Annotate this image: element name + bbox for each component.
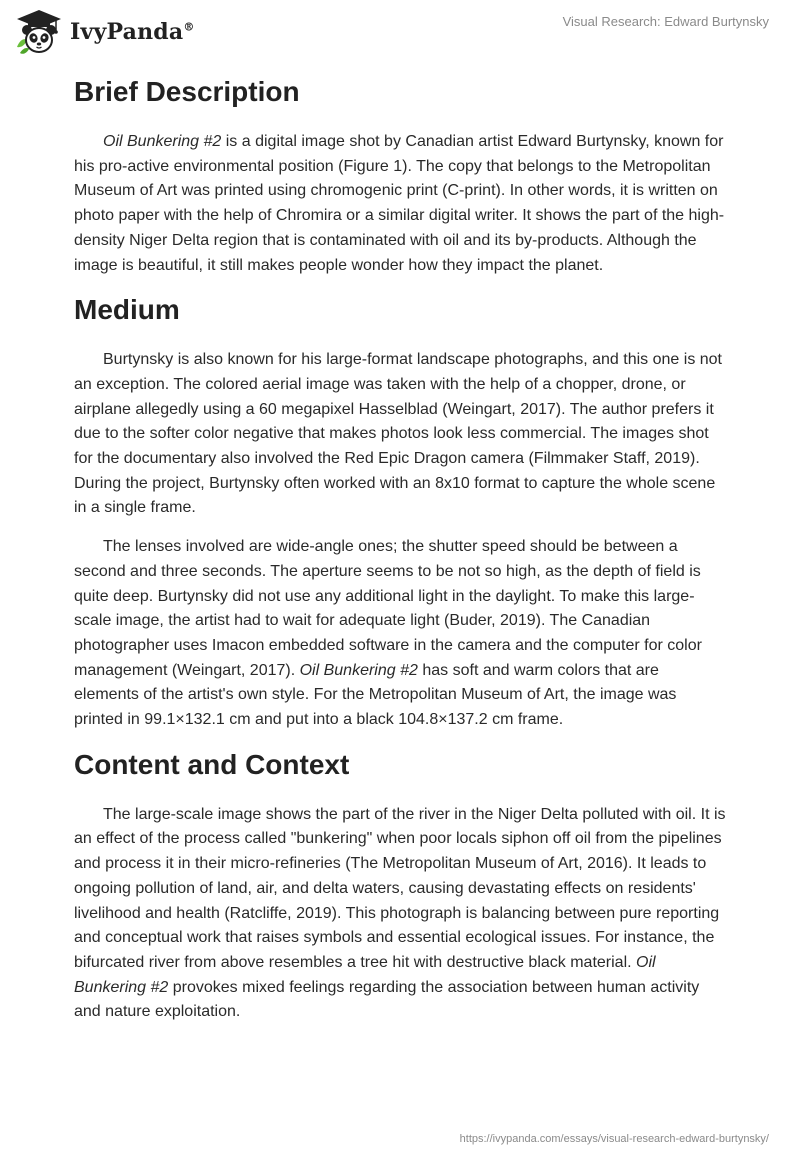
artwork-title: Oil Bunkering #2 — [299, 661, 418, 679]
section-heading-brief-description: Brief Description — [74, 76, 300, 107]
source-url[interactable]: https://ivypanda.com/essays/visual-research-edward-burtynsky/ — [459, 1133, 769, 1145]
section-heading-content-and-context: Content and Context — [74, 748, 350, 780]
logo-wordmark: IvyPanda® — [70, 19, 195, 45]
paragraph: Oil Bunkering #2 is a digital image shot by Canadian artist Edward Burtynsky, known for his pro-active environmental position (Figure 1). The copy that belongs to the Metropolitan Museum of Art was printed using chromogenic print (C-print). In other words, it is written on photo paper with the help of Chromira or a similar digital writer. It shows the part of the high-density Niger Delta region that is contaminated with oil and its by-products. Although the image is beautiful, it still makes people wonder how they impact the planet. — [74, 133, 725, 274]
registered-mark: ® — [183, 20, 195, 34]
panda-graduate-icon — [14, 9, 64, 55]
paragraph: The lenses involved are wide-angle ones; the shutter speed should be between a second and three seconds. The aperture seems to be not so high, as the depth of field is quite deep. Burtynsky did not use any additional light in the daylight. To make this large-scale image, the artist had to wait for adequate light (Buder, 2019). The Canadian photographer uses Imacon embedded software in the camera and the computer for color management (Weingart, 2017). Oil Bunkering #2 has soft and warm colors that are elements of the artist's own style. For the Metropolitan Museum of Art, the image was printed in 99.1×132.1 cm and put into a black 104.8×137.2 cm frame. — [74, 538, 702, 729]
article-body — [74, 72, 726, 1025]
running-title: Visual Research: Edward Burtynsky — [562, 14, 769, 29]
artwork-title: Oil Bunkering #2 — [74, 953, 656, 996]
page-header — [0, 0, 800, 70]
section-heading-medium: Medium — [74, 294, 180, 326]
artwork-title: Oil Bunkering #2 — [103, 133, 222, 150]
paragraph: The large-scale image shows the part of the river in the Niger Delta polluted with oil. It is an effect of the process called "bunkering" when poor locals siphon off oil from the pipelines and process it in their micro-refineries (The Metropolitan Museum of Art, 2016). It leads to ongoing pollution of land, air, and delta waters, causing devastating effects on residents' livelihood and health (Ratcliffe, 2019). This photograph is balancing between pure reporting and conceptual work that raises symbols and essential ecological issues. For instance, the bifurcated river from above resembles a tree hit with destructive black material. Oil Bunkering #2 provokes mixed feelings regarding the association between human activity and nature exploitation. — [74, 805, 726, 1021]
paragraph: Burtynsky is also known for his large-format landscape photographs, and this one is not an exception. The colored aerial image was taken with the help of a chopper, drone, or airplane allegedly using a 60 megapixel Hasselblad (Weingart, 2017). The author prefers it due to the softer color negative that makes photos look less commercial. The images shot for the documentary also involved the Red Epic Dragon camera (Filmmaker Staff, 2019). During the project, Burtynsky often worked with an 8x10 format to capture the whole scene in a single frame. — [74, 351, 722, 517]
ivypanda-logo[interactable] — [14, 9, 195, 55]
